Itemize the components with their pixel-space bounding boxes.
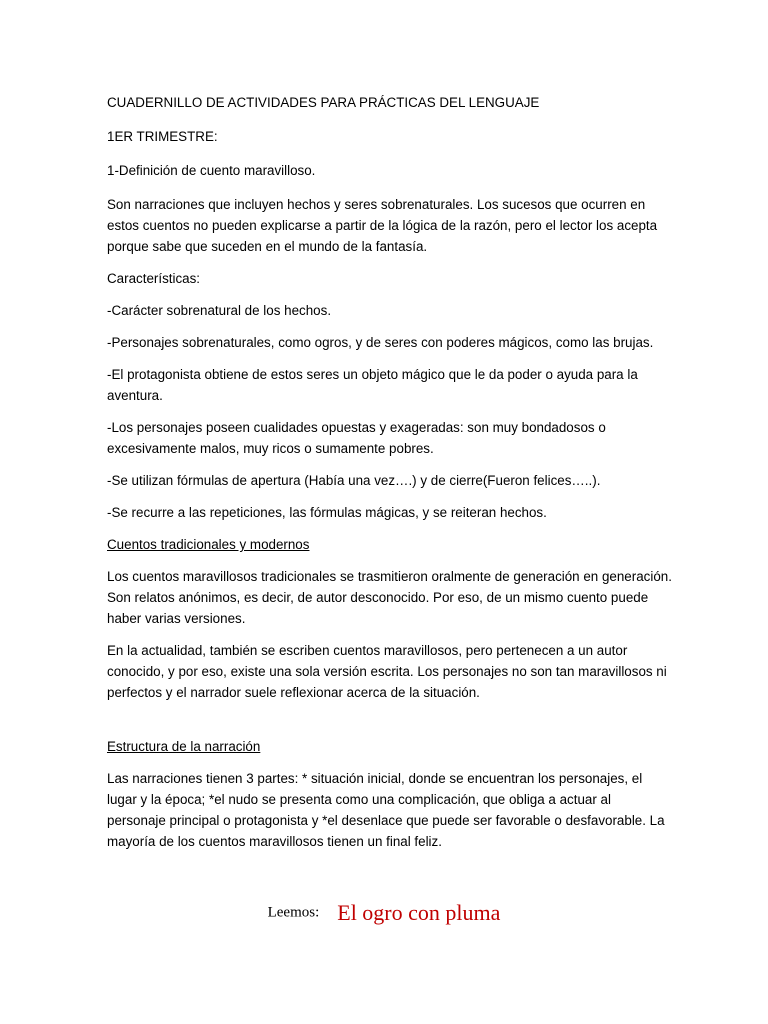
definition-heading: 1-Definición de cuento maravilloso. [107, 163, 316, 178]
traditional-paragraph-2: En la actualidad, también se escriben cuentos maravillosos, pero pertenecen a un autor conocido, y por eso, existe una sola versión escrita. Los personajes no son tan maravillosos ni perfectos y el narrador suele reflexionar acerca de la situación. [107, 643, 667, 700]
reading-line [0, 900, 768, 926]
characteristics-heading: Características: [107, 271, 201, 286]
traditional-paragraph-1: Los cuentos maravillosos tradicionales se trasmitieron oralmente de generación en generación. Son relatos anónimos, es decir, de autor desconocido. Por eso, de un mismo cuento puede haber varias versiones. [107, 569, 672, 626]
characteristic-item: -Los personajes poseen cualidades opuestas y exageradas: son muy bondadosos o excesivamente malos, muy ricos o sumamente pobres. [107, 420, 606, 456]
trimester-heading: 1ER TRIMESTRE: [107, 129, 218, 144]
characteristic-item: -Carácter sobrenatural de los hechos. [107, 303, 332, 318]
characteristic-item: -Personajes sobrenaturales, como ogros, y de seres con poderes mágicos, como las brujas. [107, 335, 654, 350]
structure-paragraph: Las narraciones tienen 3 partes: * situación inicial, donde se encuentran los personajes, el lugar y la época; *el nudo se presenta como una complicación, que obliga a actuar al personaje principal o protagonista y *el desenlace que puede ser favorable o desfavorable. La mayoría de los cuentos maravillosos tienen un final feliz. [107, 771, 665, 849]
section-spacer [107, 714, 673, 736]
characteristic-item: -Se utilizan fórmulas de apertura (Había una vez….) y de cierre(Fueron felices…..). [107, 473, 601, 488]
characteristic-item: -Se recurre a las repeticiones, las fórmulas mágicas, y se reiteran hechos. [107, 505, 547, 520]
definition-paragraph: Son narraciones que incluyen hechos y seres sobrenaturales. Los sucesos que ocurren en estos cuentos no pueden explicarse a partir de la lógica de la razón, pero el lector los acepta porque sabe que suceden en el mundo de la fantasía. [107, 197, 658, 254]
structure-heading: Estructura de la narración [107, 739, 261, 754]
story-title: El ogro con pluma [337, 900, 501, 925]
traditional-heading: Cuentos tradicionales y modernos [107, 537, 310, 552]
reading-label: Leemos: [267, 904, 320, 921]
characteristic-item: -El protagonista obtiene de estos seres un objeto mágico que le da poder o ayuda para la aventura. [107, 367, 638, 403]
document-title: CUADERNILLO DE ACTIVIDADES PARA PRÁCTICAS DEL LENGUAJE [107, 95, 540, 110]
